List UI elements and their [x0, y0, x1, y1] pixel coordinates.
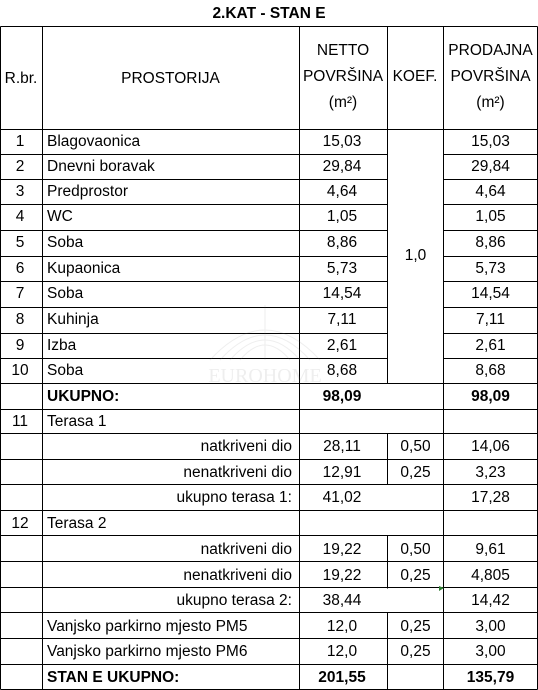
header-rbr: R.br. [4, 70, 38, 87]
netto-value: 19,22 [322, 567, 362, 584]
total-prodajna: 135,79 [466, 669, 515, 686]
netto-value: 7,11 [327, 311, 357, 328]
prodajna-value: 1,05 [475, 208, 506, 225]
prodajna-value: 3,00 [475, 643, 506, 660]
prodajna-value: 7,11 [475, 311, 506, 328]
prodajna-value: 14,42 [471, 592, 510, 609]
netto-value: 5,73 [326, 260, 358, 277]
room-name: Predprostor [47, 183, 128, 200]
netto-value: 1,05 [326, 208, 358, 225]
room-name: Soba [47, 362, 84, 379]
room-name: Kuhinja [47, 311, 99, 328]
koef-value: 0,50 [400, 438, 431, 455]
netto-value: 19,22 [322, 541, 362, 558]
terasa1-name: Terasa 1 [47, 413, 107, 430]
terasa2-sub-label: natkriveni dio [200, 541, 292, 558]
netto-value: 8,86 [326, 234, 358, 251]
prodajna-value: 29,84 [471, 158, 510, 175]
room-row [0, 179, 538, 204]
total-label: STAN E UKUPNO: [47, 669, 180, 686]
netto-value: 12,91 [322, 464, 362, 481]
table-title: 2.KAT - STAN E [212, 5, 326, 22]
header-prodajna-line1: PRODAJNA [448, 42, 533, 59]
prodajna-value: 14,54 [471, 285, 510, 302]
terasa1-total-label: ukupno terasa 1: [176, 489, 292, 506]
prodajna-value: 14,06 [471, 438, 510, 455]
row-number: 2 [15, 158, 25, 175]
row-number: 9 [15, 337, 25, 354]
room-name: Blagovaonica [47, 133, 141, 150]
header-prostorija: PROSTORIJA [121, 70, 220, 87]
terasa2-sub-label: nenatkriveni dio [183, 567, 292, 584]
row-number: 12 [11, 515, 29, 532]
row-number: 4 [15, 208, 25, 225]
room-row [0, 154, 538, 179]
netto-value: 14,54 [322, 285, 362, 302]
prodajna-value: 8,86 [475, 234, 506, 251]
watermark-fan-icon [190, 290, 340, 400]
watermark-text: EUROHOME [208, 365, 322, 387]
netto-value: 28,11 [323, 438, 361, 455]
netto-value: 12,0 [326, 618, 358, 635]
koef-value: 0,25 [400, 567, 431, 584]
ukupno-label: UKUPNO: [47, 388, 120, 405]
terasa1-sub-label: natkriveni dio [200, 438, 292, 455]
header-koef: KOEF. [392, 68, 438, 85]
row-number: 3 [15, 183, 25, 200]
koef-value: 0,25 [400, 618, 431, 635]
row-number: 6 [15, 260, 25, 277]
koef-value: 0,50 [400, 541, 431, 558]
prodajna-value: 4,805 [471, 567, 510, 584]
room-name: Kupaonica [47, 260, 121, 277]
row-number: 10 [11, 362, 29, 379]
prodajna-value: 8,68 [475, 362, 506, 379]
room-name: WC [47, 208, 73, 225]
room-row [0, 204, 538, 229]
terasa2-name: Terasa 2 [47, 515, 107, 532]
prodajna-value: 3,23 [475, 464, 506, 481]
parking-name: Vanjsko parkirno mjesto PM6 [47, 643, 248, 660]
prodajna-value: 3,00 [475, 618, 506, 635]
rooms-koef: 1,0 [404, 247, 427, 264]
room-name: Dnevni boravak [47, 158, 155, 175]
row-number: 11 [11, 413, 29, 430]
room-name: Soba [47, 285, 84, 302]
header-prodajna-line2: POVRŠINA [450, 68, 531, 85]
row-number: 7 [15, 285, 25, 302]
netto-value: 15,03 [322, 133, 362, 150]
prodajna-value: 17,28 [471, 489, 510, 506]
prodajna-value: 9,61 [475, 541, 506, 558]
prodajna-value: 2,61 [475, 337, 506, 354]
room-name: Izba [47, 337, 77, 354]
total-netto: 201,55 [318, 669, 366, 686]
room-name: Soba [47, 234, 84, 251]
header-netto-line3: (m²) [328, 94, 358, 111]
netto-value: 12,0 [326, 643, 358, 660]
room-row [0, 256, 538, 281]
prodajna-value: 15,03 [471, 133, 510, 150]
ukupno-prodajna: 98,09 [471, 388, 510, 405]
terasa1-sub-label: nenatkriveni dio [183, 464, 292, 481]
netto-value: 4,64 [326, 183, 358, 200]
netto-value: 41,02 [322, 489, 362, 506]
watermark-logo [190, 290, 340, 400]
netto-value: 8,68 [326, 362, 358, 379]
room-row [0, 230, 538, 255]
prodajna-value: 5,73 [475, 260, 506, 277]
koef-value: 0,25 [400, 643, 431, 660]
row-number: 8 [15, 311, 25, 328]
ukupno-netto: 98,09 [322, 388, 362, 405]
header-prodajna-line3: (m²) [476, 94, 505, 111]
header-netto-line2: POVRŠINA [302, 68, 384, 85]
terasa2-total-label: ukupno terasa 2: [176, 592, 292, 609]
netto-value: 38,44 [322, 592, 362, 609]
row-number: 1 [15, 133, 25, 150]
header-netto-line1: NETTO [316, 42, 370, 59]
row-number: 5 [15, 234, 25, 251]
prodajna-value: 4,64 [475, 183, 506, 200]
room-row [0, 129, 538, 154]
netto-value: 29,84 [322, 158, 362, 175]
koef-value: 0,25 [400, 464, 431, 481]
netto-value: 2,61 [326, 337, 358, 354]
parking-name: Vanjsko parkirno mjesto PM5 [47, 618, 248, 635]
